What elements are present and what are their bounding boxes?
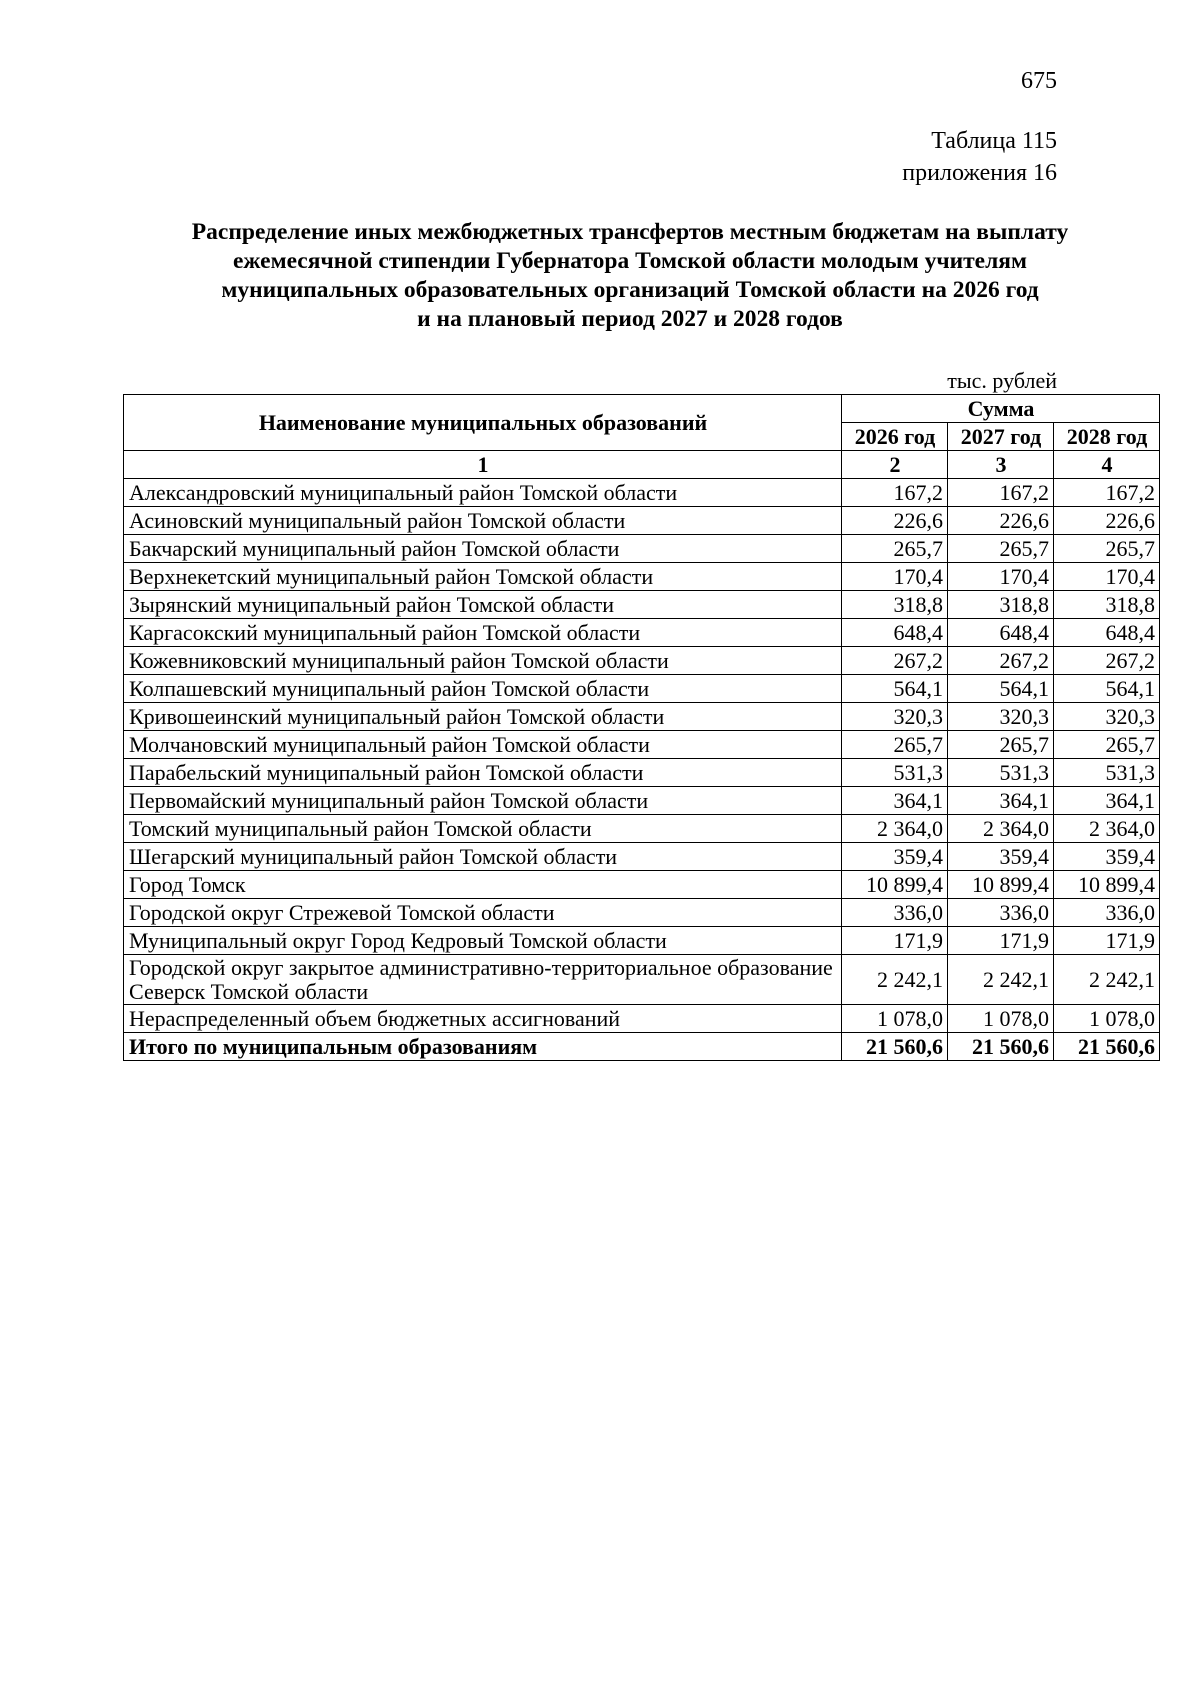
value-2026: 170,4 [842, 563, 948, 591]
municipality-name: Городской округ Стрежевой Томской области [124, 899, 842, 927]
value-2027: 648,4 [948, 619, 1054, 647]
table-row [124, 563, 1160, 591]
value-2027: 531,3 [948, 759, 1054, 787]
value-2028: 265,7 [1054, 535, 1160, 563]
value-2028: 359,4 [1054, 843, 1160, 871]
table-row [124, 955, 1160, 1005]
value-2028: 318,8 [1054, 591, 1160, 619]
allocation-table [123, 394, 1160, 1061]
value-2026: 318,8 [842, 591, 948, 619]
document-title [120, 218, 1140, 334]
units-label: тыс. рублей [947, 368, 1057, 393]
value-2027: 10 899,4 [948, 871, 1054, 899]
municipality-name: Нераспределенный объем бюджетных ассигнований [124, 1005, 842, 1033]
title-line: ежемесячной стипендии Губернатора Томской области молодым учителям [232, 248, 1027, 274]
value-2026: 267,2 [842, 647, 948, 675]
value-2027: 2 364,0 [948, 815, 1054, 843]
value-2026: 226,6 [842, 507, 948, 535]
table-reference [902, 125, 1057, 189]
municipality-name: Александровский муниципальный район Томской области [124, 479, 842, 507]
table-row [124, 871, 1160, 899]
municipality-name: Кожевниковский муниципальный район Томской области [124, 647, 842, 675]
municipality-name: Верхнекетский муниципальный район Томской области [124, 563, 842, 591]
value-2027: 364,1 [948, 787, 1054, 815]
table-reference-line: Таблица 115 [931, 128, 1057, 154]
municipality-name: Шегарский муниципальный район Томской области [124, 843, 842, 871]
value-2027: 336,0 [948, 899, 1054, 927]
value-2026: 564,1 [842, 675, 948, 703]
value-2027: 359,4 [948, 843, 1054, 871]
value-2027: 318,8 [948, 591, 1054, 619]
value-2027: 170,4 [948, 563, 1054, 591]
title-line: муниципальных образовательных организаций Томской области на 2026 год [221, 277, 1039, 303]
appendix-reference-line: приложения 16 [902, 160, 1057, 186]
column-number: 3 [948, 451, 1054, 479]
value-2026: 21 560,6 [842, 1033, 948, 1061]
value-2027: 267,2 [948, 647, 1054, 675]
value-2027: 265,7 [948, 535, 1054, 563]
header-municipality-name: Наименование муниципальных образований [124, 395, 842, 451]
table-row [124, 759, 1160, 787]
value-2027: 21 560,6 [948, 1033, 1054, 1061]
table-row [124, 479, 1160, 507]
municipality-name: Колпашевский муниципальный район Томской области [124, 675, 842, 703]
municipality-name: Бакчарский муниципальный район Томской области [124, 535, 842, 563]
header-year-2027: 2027 год [948, 423, 1054, 451]
value-2026: 1 078,0 [842, 1005, 948, 1033]
header-year-2028: 2028 год [1054, 423, 1160, 451]
value-2028: 265,7 [1054, 731, 1160, 759]
value-2028: 531,3 [1054, 759, 1160, 787]
value-2028: 171,9 [1054, 927, 1160, 955]
value-2028: 364,1 [1054, 787, 1160, 815]
table-row [124, 899, 1160, 927]
value-2026: 359,4 [842, 843, 948, 871]
municipality-name: Город Томск [124, 871, 842, 899]
table-row [124, 535, 1160, 563]
value-2028: 320,3 [1054, 703, 1160, 731]
value-2026: 2 242,1 [842, 955, 948, 1005]
value-2028: 648,4 [1054, 619, 1160, 647]
table-row [124, 843, 1160, 871]
municipality-name: Парабельский муниципальный район Томской области [124, 759, 842, 787]
table-row [124, 1005, 1160, 1033]
value-2027: 171,9 [948, 927, 1054, 955]
value-2027: 564,1 [948, 675, 1054, 703]
value-2028: 2 242,1 [1054, 955, 1160, 1005]
value-2026: 320,3 [842, 703, 948, 731]
municipality-name: Томский муниципальный район Томской области [124, 815, 842, 843]
header-year-2026: 2026 год [842, 423, 948, 451]
header-sum: Сумма [842, 395, 1160, 423]
table-row [124, 927, 1160, 955]
table-row [124, 675, 1160, 703]
table-row [124, 703, 1160, 731]
value-2026: 531,3 [842, 759, 948, 787]
page-number: 675 [1021, 68, 1057, 94]
value-2026: 364,1 [842, 787, 948, 815]
value-2028: 21 560,6 [1054, 1033, 1160, 1061]
value-2026: 265,7 [842, 535, 948, 563]
title-line: Распределение иных межбюджетных трансфертов местным бюджетам на выплату [191, 219, 1069, 245]
table-row [124, 815, 1160, 843]
value-2027: 1 078,0 [948, 1005, 1054, 1033]
table-row [124, 647, 1160, 675]
municipality-name: Каргасокский муниципальный район Томской области [124, 619, 842, 647]
value-2028: 10 899,4 [1054, 871, 1160, 899]
value-2028: 336,0 [1054, 899, 1160, 927]
value-2027: 265,7 [948, 731, 1054, 759]
value-2026: 336,0 [842, 899, 948, 927]
value-2028: 226,6 [1054, 507, 1160, 535]
value-2028: 2 364,0 [1054, 815, 1160, 843]
municipality-name: Итого по муниципальным образованиям [124, 1033, 842, 1061]
value-2028: 267,2 [1054, 647, 1160, 675]
table-row [124, 507, 1160, 535]
value-2028: 167,2 [1054, 479, 1160, 507]
municipality-name: Городской округ закрытое административно-территориальное образование Северск Томской области [124, 955, 842, 1005]
value-2027: 2 242,1 [948, 955, 1054, 1005]
column-number-row [124, 451, 1160, 479]
value-2026: 265,7 [842, 731, 948, 759]
column-number: 1 [124, 451, 842, 479]
value-2026: 2 364,0 [842, 815, 948, 843]
table-row [124, 619, 1160, 647]
value-2028: 564,1 [1054, 675, 1160, 703]
value-2028: 170,4 [1054, 563, 1160, 591]
value-2027: 320,3 [948, 703, 1054, 731]
title-line: и на плановый период 2027 и 2028 годов [417, 306, 843, 332]
table-row [124, 731, 1160, 759]
municipality-name: Молчановский муниципальный район Томской области [124, 731, 842, 759]
column-number: 4 [1054, 451, 1160, 479]
municipality-name: Зырянский муниципальный район Томской области [124, 591, 842, 619]
municipality-name: Муниципальный округ Город Кедровый Томской области [124, 927, 842, 955]
total-row [124, 1033, 1160, 1061]
value-2026: 167,2 [842, 479, 948, 507]
value-2026: 648,4 [842, 619, 948, 647]
column-number: 2 [842, 451, 948, 479]
table-row [124, 591, 1160, 619]
value-2027: 226,6 [948, 507, 1054, 535]
municipality-name: Первомайский муниципальный район Томской области [124, 787, 842, 815]
value-2027: 167,2 [948, 479, 1054, 507]
municipality-name: Асиновский муниципальный район Томской области [124, 507, 842, 535]
value-2028: 1 078,0 [1054, 1005, 1160, 1033]
value-2026: 10 899,4 [842, 871, 948, 899]
municipality-name: Кривошеинский муниципальный район Томской области [124, 703, 842, 731]
value-2026: 171,9 [842, 927, 948, 955]
table-row [124, 787, 1160, 815]
